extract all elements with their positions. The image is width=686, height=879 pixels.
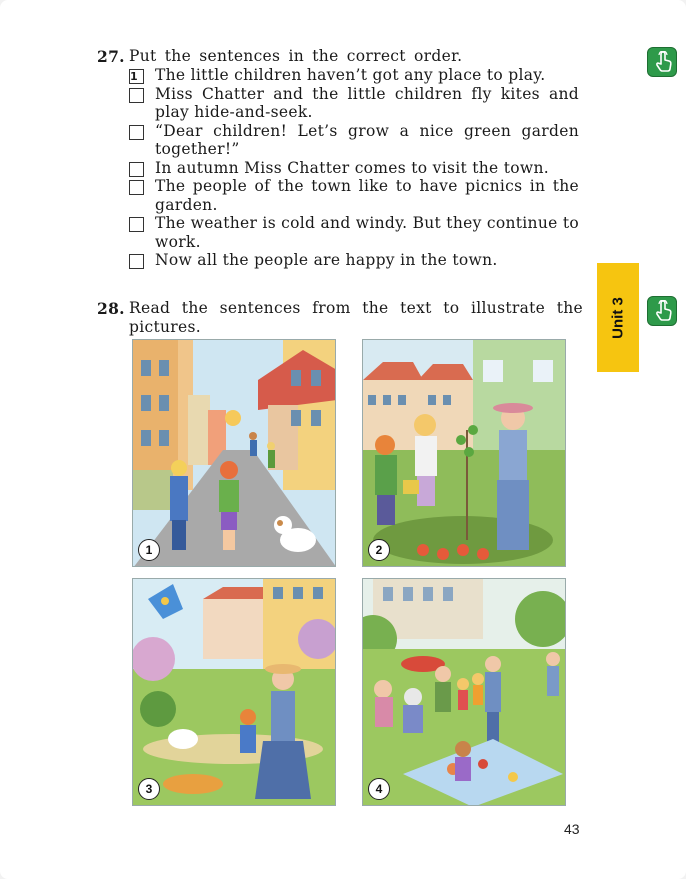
page-number: 43	[564, 821, 580, 837]
exercise-28	[97, 299, 583, 339]
sentence-list	[129, 66, 579, 270]
picture-number-badge: 3	[138, 778, 160, 800]
picture-2	[362, 339, 566, 567]
sentence-text: The weather is cold and windy. But they continue to work.	[155, 214, 579, 251]
picture-4	[362, 578, 566, 806]
exercise-instruction: Put the sentences in the correct order.	[129, 47, 463, 65]
order-box-5[interactable]	[129, 180, 144, 195]
sentence-text: “Dear children! Let’s grow a nice green garden together!”	[155, 121, 579, 158]
picture-1	[132, 339, 336, 567]
unit-tab-label: Unit 3	[609, 296, 627, 339]
exercise-number: 27.	[97, 47, 125, 66]
exercise-number: 28.	[97, 299, 125, 318]
order-box-3[interactable]	[129, 125, 144, 140]
order-box-4[interactable]	[129, 162, 144, 177]
order-box-2[interactable]	[129, 88, 144, 103]
sentence-text: In autumn Miss Chatter comes to visit the town.	[155, 158, 549, 177]
sentence-text: Now all the people are happy in the town.	[155, 251, 498, 269]
sentence-item-3	[129, 122, 579, 159]
picture-number-badge: 4	[368, 778, 390, 800]
sentence-item-2	[129, 85, 579, 122]
sentence-text: The people of the town like to have picnics in the garden.	[155, 177, 579, 214]
exercise-27	[97, 47, 597, 292]
planting-trees-illustration	[363, 340, 566, 567]
order-box-7[interactable]	[129, 254, 144, 269]
picture-number-badge: 2	[368, 539, 390, 561]
order-box-1[interactable]: 1	[129, 69, 144, 84]
sentence-item-7	[129, 251, 579, 270]
hand-tap-icon	[652, 300, 674, 322]
picture-3	[132, 578, 336, 806]
playing-in-garden-illustration	[133, 579, 336, 806]
interactive-button-27[interactable]	[647, 47, 677, 77]
exercise-instruction: Read the sentences from the text to illustrate the pictures.	[129, 299, 583, 336]
order-box-6[interactable]	[129, 217, 144, 232]
picture-number-badge: 1	[138, 539, 160, 561]
sentence-item-5	[129, 177, 579, 214]
sentence-text: The little children haven’t got any place to play.	[155, 66, 546, 84]
sentence-item-1	[129, 66, 579, 85]
sentence-item-6	[129, 214, 579, 251]
town-street-illustration	[133, 340, 336, 567]
sentence-text: Miss Chatter and the little children fly kites and play hide-and-seek.	[155, 84, 579, 121]
picnic-illustration	[363, 579, 566, 806]
unit-tab[interactable]	[597, 263, 639, 372]
hand-tap-icon	[652, 51, 674, 73]
interactive-button-28[interactable]	[647, 296, 677, 326]
sentence-item-4	[129, 159, 579, 178]
